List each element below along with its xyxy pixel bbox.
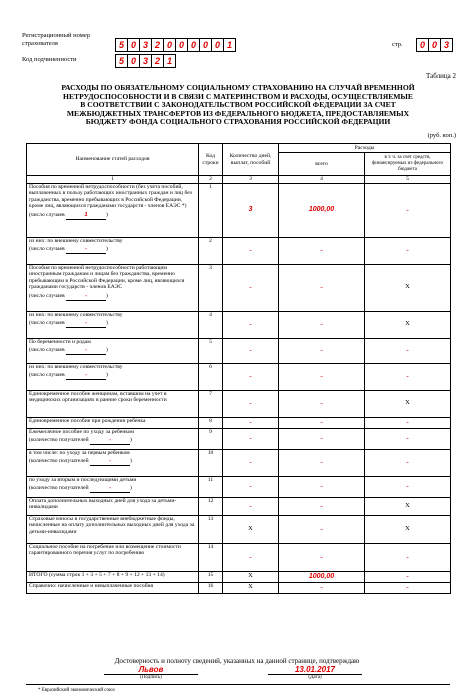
row-count-cell[interactable]: -: [223, 237, 279, 264]
row-code: 1: [199, 183, 223, 237]
cases-value[interactable]: -: [66, 372, 106, 380]
table-row: [27, 237, 451, 264]
footnote: * Евразийский экономический союз: [38, 688, 115, 693]
cases-value[interactable]: -: [90, 437, 130, 445]
table-row: [27, 311, 451, 338]
row-count-cell[interactable]: -: [223, 417, 279, 428]
row-count-cell[interactable]: -: [223, 428, 279, 449]
row-name-cell: [27, 449, 199, 476]
cases-line: (число случаев - ): [29, 246, 108, 253]
cases-line: (число случаев 1 ): [29, 211, 108, 218]
row-federal-cell[interactable]: -: [365, 183, 451, 237]
row-count-cell[interactable]: -: [223, 363, 279, 390]
reg-digit-box: 0: [211, 38, 224, 52]
row-federal-cell[interactable]: X: [365, 515, 451, 543]
row-name: в том числе: по уходу за первым ребенком: [29, 449, 130, 456]
row-name-cell: [27, 183, 199, 237]
row-total-cell[interactable]: -: [279, 264, 365, 311]
title-line: БЮДЖЕТУ ФОНДА СОЦИАЛЬНОГО СТРАХОВАНИЯ РОССИЙСКОЙ ФЕДЕРАЦИИ: [85, 117, 391, 127]
row-total-cell[interactable]: -: [279, 497, 365, 515]
cases-line: (количество получателей - ): [29, 485, 132, 492]
cases-value[interactable]: -: [90, 485, 130, 493]
page-label: стр.: [392, 41, 403, 48]
table-row: [27, 264, 451, 311]
col-number: 5: [365, 176, 451, 184]
row-total-cell[interactable]: -: [279, 428, 365, 449]
row-code: 11: [199, 476, 223, 497]
reg-number-label: Регистрационный номер страхователя: [22, 32, 90, 47]
table-row: [27, 428, 451, 449]
row-count-cell[interactable]: -: [223, 476, 279, 497]
row-name-cell: [27, 237, 199, 264]
cases-label: (число случаев: [29, 211, 65, 218]
row-code: 15: [199, 571, 223, 582]
row-count-cell[interactable]: 3: [223, 183, 279, 237]
cases-line: (число случаев - ): [29, 347, 108, 354]
col-header-name: Наименование статей расходов: [27, 144, 199, 176]
reg-digit-box: 3: [139, 38, 152, 52]
row-name: Единовременное пособие женщинам, вставшим на учет в медицинских организациях в ранние сроки беременности: [29, 390, 167, 404]
row-total-cell[interactable]: -: [279, 237, 365, 264]
row-federal-cell[interactable]: -: [365, 338, 451, 363]
row-name: Социальное пособие на погребение или возмещение стоимости гарантированного перечня услуг по погребению: [29, 543, 181, 557]
row-name-cell: [27, 543, 199, 571]
cases-line: (число случаев - ): [29, 372, 108, 379]
sub-code-digit-box: 3: [139, 54, 152, 68]
row-federal-cell[interactable]: -: [365, 237, 451, 264]
row-total-cell[interactable]: -: [279, 476, 365, 497]
row-name-cell: [27, 338, 199, 363]
date-caption: (Дата): [308, 675, 322, 680]
cases-line: (количество получателей - ): [29, 458, 132, 465]
table-row: [27, 543, 451, 571]
row-total-cell[interactable]: -: [279, 338, 365, 363]
row-name: Страховые взносы в государственные внебюджетные фонды, начисленные на оплату дополнительных выходных дней для ухода за детьми-инвалидами: [29, 515, 195, 535]
sub-code-label: Код подчиненности: [22, 56, 77, 63]
row-count-cell[interactable]: -: [223, 311, 279, 338]
cases-label: (число случаев: [29, 292, 65, 299]
date-value: 13.01.2017: [294, 665, 336, 674]
row-code: 8: [199, 417, 223, 428]
sub-code-digit-box: 5: [115, 54, 128, 68]
reg-digit-box: 0: [199, 38, 212, 52]
cases-label: (число случаев: [29, 320, 65, 327]
reg-digit-box: 5: [115, 38, 128, 52]
row-total-cell[interactable]: -: [279, 363, 365, 390]
sub-code-digit-box: 2: [151, 54, 164, 68]
table-row: [27, 476, 451, 497]
col-header-code: Код строки: [199, 144, 223, 176]
row-name-cell: [27, 476, 199, 497]
row-total-cell[interactable]: -: [279, 449, 365, 476]
page-digit-box: 0: [416, 38, 429, 52]
row-count-cell[interactable]: -: [223, 497, 279, 515]
row-code: 16: [199, 582, 223, 593]
date-block: [268, 665, 362, 680]
reg-digit-box: 1: [223, 38, 236, 52]
row-total-cell[interactable]: 1000,00: [279, 571, 365, 582]
row-name-cell: [27, 264, 199, 311]
row-name-cell: [27, 390, 199, 417]
table-row: [27, 497, 451, 515]
cases-label: (количество получателей: [29, 485, 89, 492]
table-row: [27, 571, 451, 582]
row-name: Единовременное пособие при рождении ребенка: [29, 417, 146, 424]
row-code: 9: [199, 428, 223, 449]
row-name-cell: [27, 311, 199, 338]
row-total-cell[interactable]: -: [279, 543, 365, 571]
signature-caption: (Подпись): [140, 675, 162, 680]
cases-label: (число случаев: [29, 347, 65, 354]
col-number: 4: [279, 176, 365, 184]
table-row: [27, 390, 451, 417]
cases-value[interactable]: 1: [66, 212, 106, 220]
cases-value[interactable]: -: [90, 458, 130, 466]
signature-block: [104, 665, 198, 680]
reg-digit-box: 0: [163, 38, 176, 52]
row-name: Справочно: начисленные и невыплаченные пособия: [29, 582, 154, 589]
row-name-cell: [27, 571, 199, 582]
table-label: Таблица 2: [426, 72, 456, 80]
attestation-text: Достоверность и полноту сведений, указанных на данной странице, подтверждаю: [114, 657, 360, 665]
col-number: 3: [223, 176, 279, 184]
table-row: [27, 183, 451, 237]
row-total-cell[interactable]: -: [279, 582, 365, 593]
row-count-cell[interactable]: X: [223, 571, 279, 582]
row-federal-cell[interactable]: X: [365, 497, 451, 515]
row-code: 6: [199, 363, 223, 390]
row-name-cell: [27, 497, 199, 515]
row-total-cell[interactable]: 1000,00: [279, 183, 365, 237]
table-row: [27, 363, 451, 390]
col-number: 1: [27, 176, 199, 184]
row-code: 10: [199, 449, 223, 476]
row-count-cell[interactable]: X: [223, 515, 279, 543]
footnote-divider: [26, 684, 450, 685]
row-name: из них: по внешнему совместительству: [29, 363, 123, 370]
page-digit-box: 3: [440, 38, 453, 52]
expenses-table: [26, 143, 451, 594]
row-federal-cell[interactable]: -: [365, 449, 451, 476]
reg-number-field[interactable]: [115, 38, 235, 52]
table-row: [27, 449, 451, 476]
row-count-cell[interactable]: -: [223, 543, 279, 571]
cases-line: (число случаев - ): [29, 292, 108, 299]
row-total-cell[interactable]: -: [279, 311, 365, 338]
row-count-cell[interactable]: -: [223, 264, 279, 311]
row-federal-cell[interactable]: X: [365, 311, 451, 338]
row-count-cell[interactable]: -: [223, 390, 279, 417]
row-code: 14: [199, 543, 223, 571]
row-name-cell: [27, 363, 199, 390]
cases-value[interactable]: -: [66, 246, 106, 254]
row-count-cell[interactable]: X: [223, 582, 279, 593]
row-name: по уходу за вторым и последующими детьми: [29, 476, 137, 483]
row-code: 5: [199, 338, 223, 363]
signature: Львов: [138, 665, 164, 674]
page-title: [18, 84, 458, 127]
row-name: Пособия по временной нетрудоспособности (без учета пособий, выплаченных в пользу работающих иностранных граждан и лиц без гражданства, временно пребывающих в Российской Федерации, кроме лиц, являющихся гражданами государств - членов ЕАЭС *): [29, 183, 192, 210]
cases-line: (количество получателей - ): [29, 437, 132, 444]
col-header-count: Количество дней, выплат, пособий: [223, 144, 279, 176]
row-count-cell[interactable]: -: [223, 449, 279, 476]
cases-label: (число случаев: [29, 372, 65, 379]
sub-code-digit-box: 1: [163, 54, 176, 68]
table-row: [27, 515, 451, 543]
row-code: 7: [199, 390, 223, 417]
col-number: 2: [199, 176, 223, 184]
row-code: 12: [199, 497, 223, 515]
title-line: МЕЖБЮДЖЕТНЫХ ТРАНСФЕРТОВ ИЗ ФЕДЕРАЛЬНОГО БЮДЖЕТА, ПРЕДОСТАВЛЯЕМЫХ: [66, 108, 410, 118]
row-name-cell: [27, 582, 199, 593]
cases-label: (число случаев: [29, 246, 65, 253]
row-name: из них: по внешнему совместительству: [29, 311, 123, 318]
row-name: По беременности и родам: [29, 338, 91, 345]
cases-line: (число случаев - ): [29, 320, 108, 327]
reg-digit-box: 0: [187, 38, 200, 52]
col-header-total: всего: [279, 153, 365, 176]
row-name: Пособия по временной нетрудоспособности работающим иностранным гражданам и лицам без гражданства, временно пребывающим в Российской Федерации, кроме лиц, являющихся гражданами государств - членов ЕАЭС: [29, 264, 185, 291]
row-name-cell: [27, 515, 199, 543]
unit-label: (руб. коп.): [427, 132, 456, 139]
row-total-cell[interactable]: -: [279, 417, 365, 428]
row-code: 3: [199, 264, 223, 311]
page-number-field[interactable]: [416, 38, 452, 52]
row-federal-cell[interactable]: -: [365, 476, 451, 497]
cases-value[interactable]: -: [66, 347, 106, 355]
title-line: НЕТРУДОСПОСОБНОСТИ И В СВЯЗИ С МАТЕРИНСТВОМ И РАСХОДЫ, ОСУЩЕСТВЛЯЕМЫЕ: [63, 91, 413, 101]
table-row: [27, 417, 451, 428]
table-row: [27, 582, 451, 593]
row-code: 4: [199, 311, 223, 338]
row-name: Оплата дополнительных выходных дней для ухода за детьми-инвалидами: [29, 497, 177, 511]
sub-code-digit-box: 0: [127, 54, 140, 68]
row-name-cell: [27, 428, 199, 449]
row-federal-cell[interactable]: X: [365, 264, 451, 311]
sub-code-field[interactable]: [115, 54, 175, 68]
reg-digit-box: 2: [151, 38, 164, 52]
col-header-expenses: Расходы: [279, 144, 451, 153]
table-row: [27, 338, 451, 363]
row-name-cell: [27, 417, 199, 428]
page-digit-box: 0: [428, 38, 441, 52]
reg-digit-box: 0: [127, 38, 140, 52]
col-header-federal: в т. ч. за счет средств, финансируемых из федерального бюджета: [365, 153, 451, 176]
row-federal-cell[interactable]: -: [365, 428, 451, 449]
reg-digit-box: 0: [175, 38, 188, 52]
row-name: ИТОГО (сумма строк 1 + 3 + 5 + 7 + 8 + 9 + 12 + 13 + 14): [29, 571, 165, 578]
row-code: 2: [199, 237, 223, 264]
row-code: 13: [199, 515, 223, 543]
cases-value[interactable]: -: [66, 320, 106, 328]
row-total-cell[interactable]: -: [279, 515, 365, 543]
title-line: РАСХОДЫ ПО ОБЯЗАТЕЛЬНОМУ СОЦИАЛЬНОМУ СТРАХОВАНИЮ НА СЛУЧАЙ ВРЕМЕННОЙ: [61, 83, 415, 92]
cases-label: (количество получателей: [29, 458, 89, 465]
row-federal-cell[interactable]: -: [365, 571, 451, 582]
row-federal-cell[interactable]: -: [365, 543, 451, 571]
row-name: Ежемесячное пособие по уходу за ребенком: [29, 428, 134, 435]
row-total-cell[interactable]: -: [279, 390, 365, 417]
cases-value[interactable]: -: [66, 293, 106, 301]
row-federal-cell[interactable]: -: [365, 582, 451, 593]
row-name: из них: по внешнему совместительству: [29, 237, 123, 244]
row-federal-cell[interactable]: X: [365, 390, 451, 417]
cases-label: (количество получателей: [29, 437, 89, 444]
title-line: В СООТВЕТСТВИИ С ЗАКОНОДАТЕЛЬСТВОМ РОССИЙСКОЙ ФЕДЕРАЦИИ ЗА СЧЕТ: [80, 100, 396, 110]
row-federal-cell[interactable]: -: [365, 363, 451, 390]
row-count-cell[interactable]: -: [223, 338, 279, 363]
row-federal-cell[interactable]: -: [365, 417, 451, 428]
